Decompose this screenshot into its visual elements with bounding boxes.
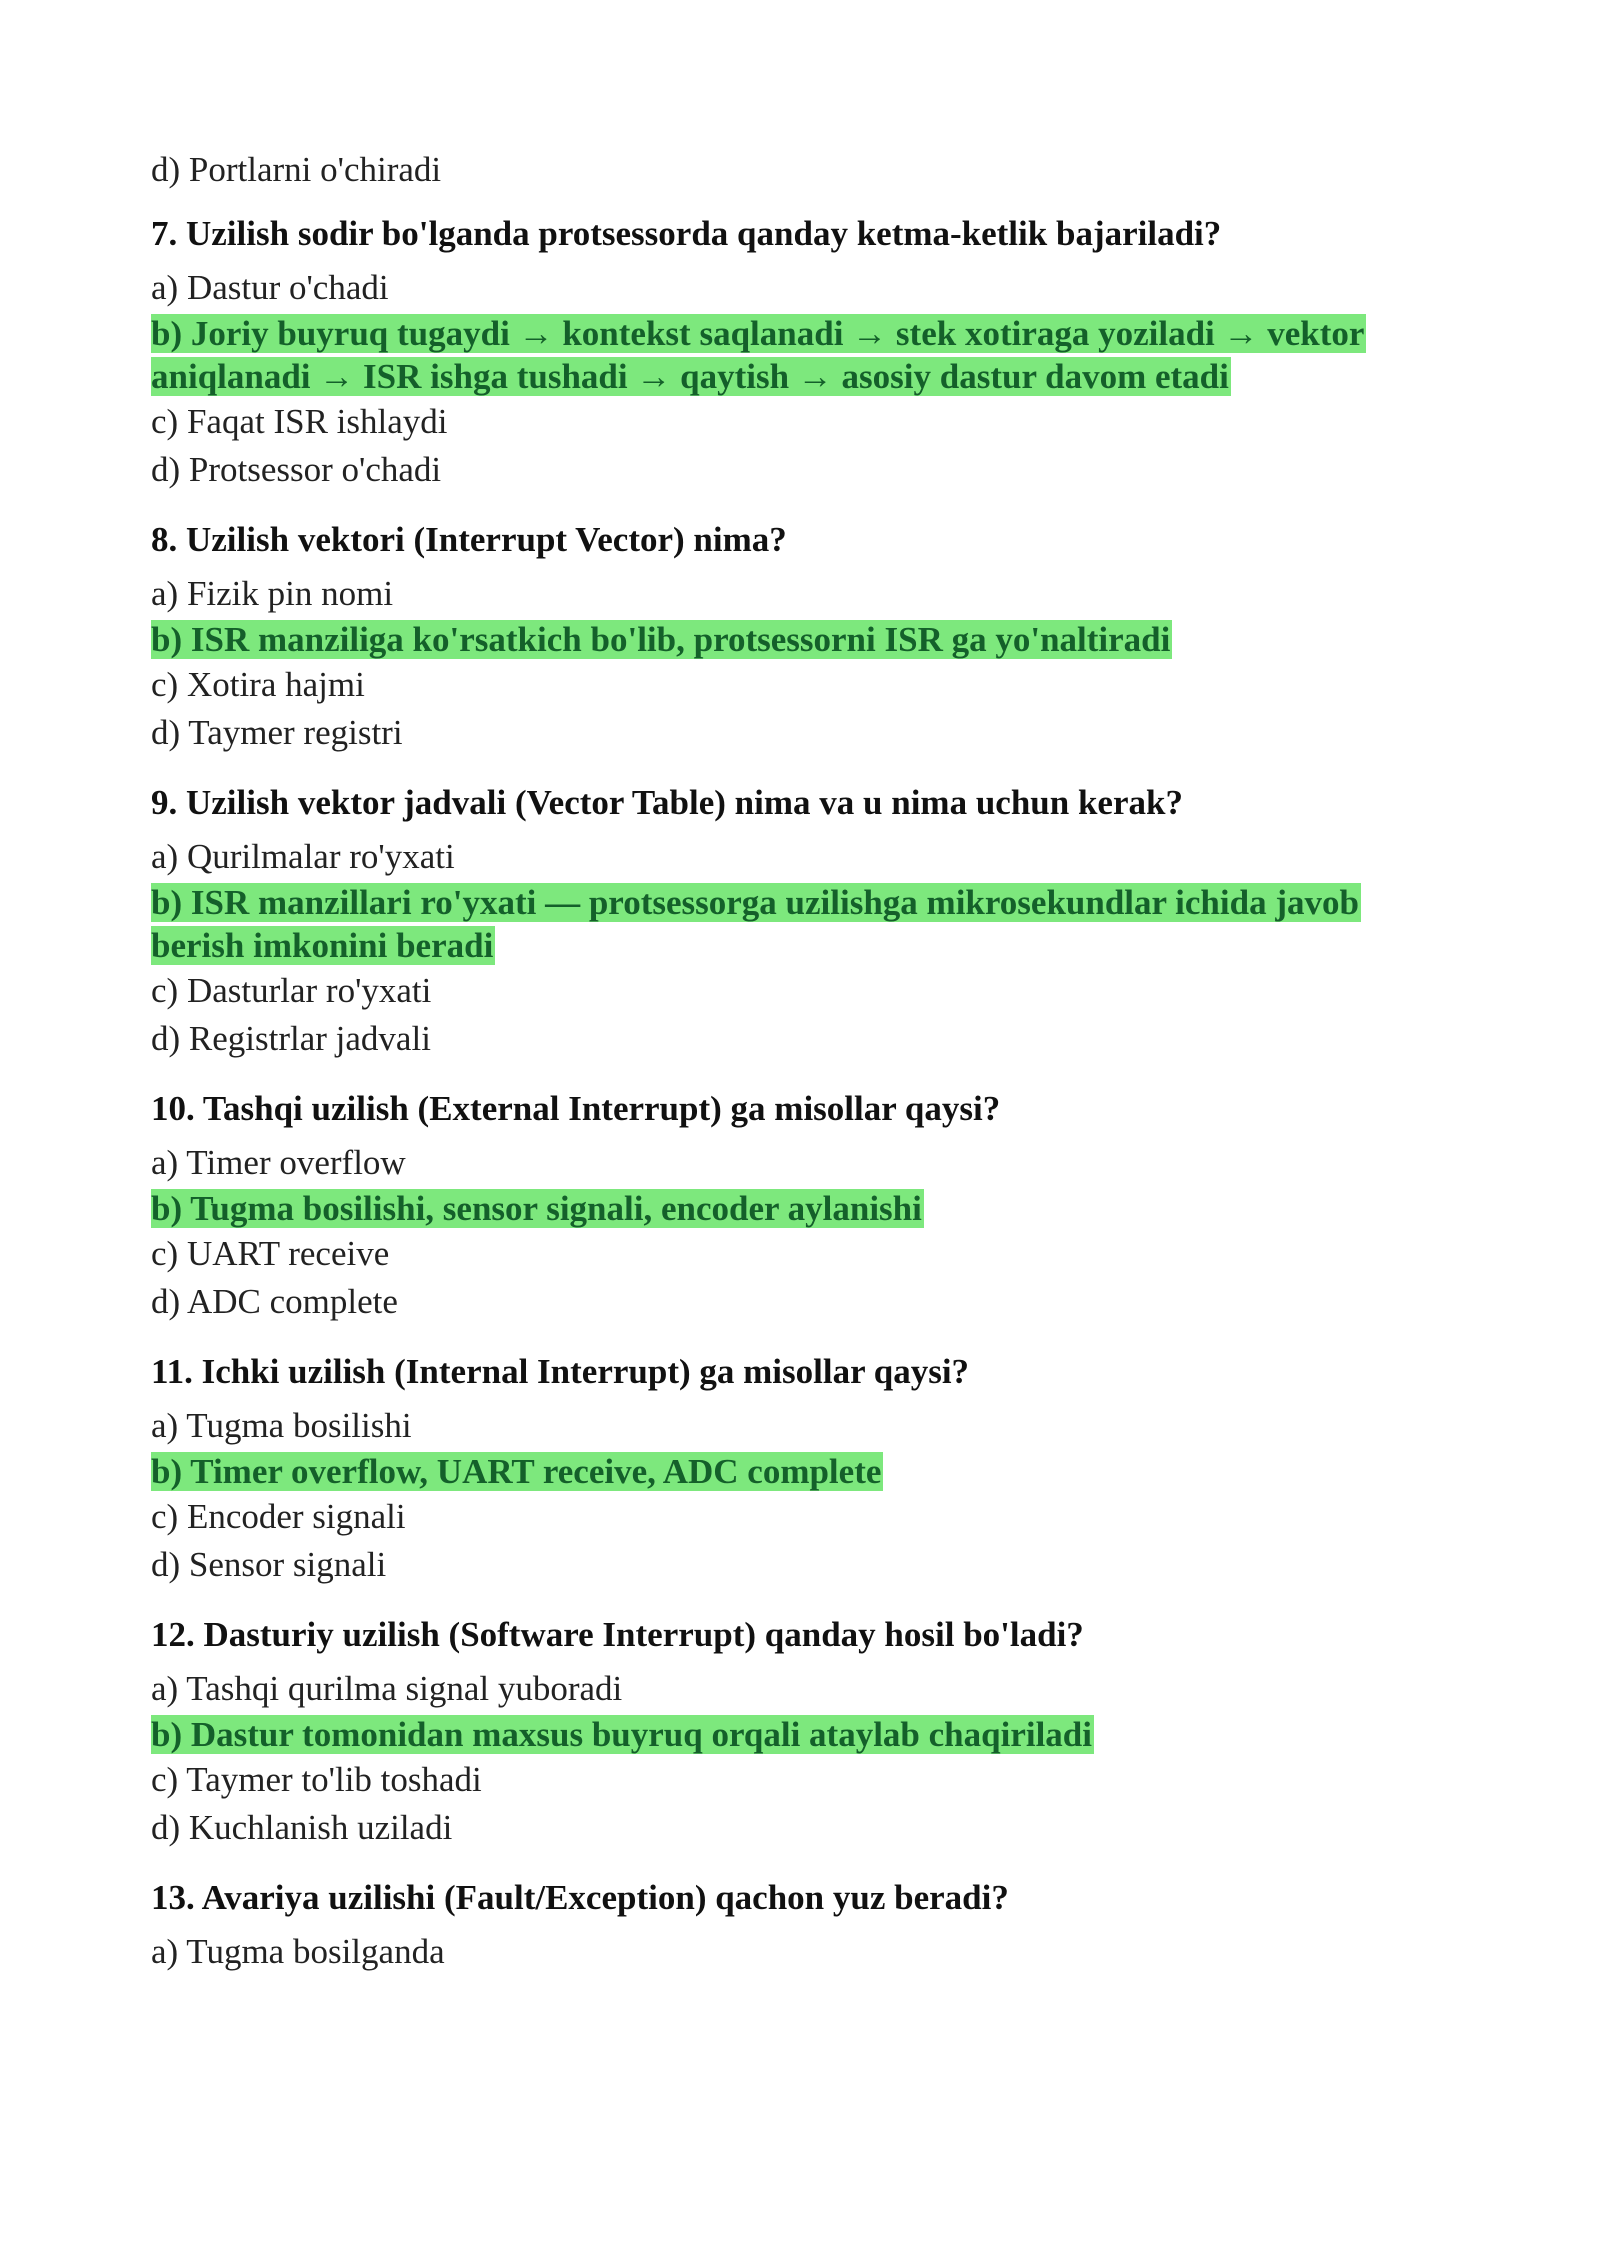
- question-title: 8. Uzilish vektori (Interrupt Vector) nima?: [151, 520, 787, 559]
- option-a: a) Qurilmalar ro'yxati: [151, 837, 455, 876]
- question-block-7: [151, 210, 1451, 494]
- question-title: 11. Ichki uzilish (Internal Interrupt) ga misollar qaysi?: [151, 1352, 970, 1391]
- answer-highlight: b) Tugma bosilishi, sensor signali, encoder aylanishi: [151, 1189, 922, 1228]
- option-a: a) Timer overflow: [151, 1143, 406, 1182]
- option-c: c) Faqat ISR ishlaydi: [151, 402, 448, 441]
- option-d: d) ADC complete: [151, 1282, 398, 1321]
- answer-highlight: b) Dastur tomonidan maxsus buyruq orqali ataylab chaqiriladi: [151, 1715, 1093, 1754]
- question-block-13: [151, 1874, 1451, 1976]
- question-block-9: [151, 779, 1451, 1063]
- answer-highlight: b) Joriy buyruq tugaydi → kontekst saqlanadi → stek xotiraga yoziladi → vektor aniqlanadi → ISR ishga tushadi → qaytish → asosiy dastur davom etadi: [151, 314, 1365, 396]
- question-block-10: [151, 1085, 1451, 1326]
- option-c: c) Taymer to'lib toshadi: [151, 1760, 482, 1799]
- question-block-8: [151, 516, 1451, 757]
- answer-highlight: b) Timer overflow, UART receive, ADC complete: [151, 1452, 882, 1491]
- question-title: 12. Dasturiy uzilish (Software Interrupt) qanday hosil bo'ladi?: [151, 1615, 1084, 1654]
- option-c: c) UART receive: [151, 1234, 390, 1273]
- option-d: d) Registrlar jadvali: [151, 1019, 431, 1058]
- option-c: c) Xotira hajmi: [151, 665, 365, 704]
- option-c: c) Encoder signali: [151, 1497, 406, 1536]
- correct-answer: [151, 1187, 1451, 1230]
- option-c: c) Dasturlar ro'yxati: [151, 971, 432, 1010]
- question-title: 9. Uzilish vektor jadvali (Vector Table) nima va u nima uchun kerak?: [151, 783, 1183, 822]
- option-a: a) Fizik pin nomi: [151, 574, 394, 613]
- option-a: a) Tugma bosilganda: [151, 1932, 445, 1971]
- option-d: d) Protsessor o'chadi: [151, 450, 442, 489]
- question-title: 13. Avariya uzilishi (Fault/Exception) qachon yuz beradi?: [151, 1878, 1009, 1917]
- answer-highlight: b) ISR manzillari ro'yxati — protsessorga uzilishga mikrosekundlar ichida javob berish imkonini beradi: [151, 883, 1359, 965]
- question-title: 10. Tashqi uzilish (External Interrupt) ga misollar qaysi?: [151, 1089, 1001, 1128]
- correct-answer: [151, 312, 1421, 398]
- option-d: d) Kuchlanish uziladi: [151, 1808, 453, 1847]
- option-d: d) Sensor signali: [151, 1545, 387, 1584]
- quiz-content: [151, 146, 1451, 1976]
- correct-answer: [151, 1450, 1451, 1493]
- question-title: 7. Uzilish sodir bo'lganda protsessorda qanday ketma-ketlik bajariladi?: [151, 214, 1222, 253]
- correct-answer: [151, 1713, 1451, 1756]
- question-block-11: [151, 1348, 1451, 1589]
- option-a: a) Dastur o'chadi: [151, 268, 389, 307]
- option-a: a) Tugma bosilishi: [151, 1406, 412, 1445]
- answer-highlight: b) ISR manziliga ko'rsatkich bo'lib, protsessorni ISR ga yo'naltiradi: [151, 620, 1171, 659]
- option-a: a) Tashqi qurilma signal yuboradi: [151, 1669, 623, 1708]
- correct-answer: [151, 618, 1451, 661]
- question-block-12: [151, 1611, 1451, 1852]
- correct-answer: [151, 881, 1421, 967]
- option-d: d) Taymer registri: [151, 713, 403, 752]
- prev-question-option-d: d) Portlarni o'chiradi: [151, 150, 442, 189]
